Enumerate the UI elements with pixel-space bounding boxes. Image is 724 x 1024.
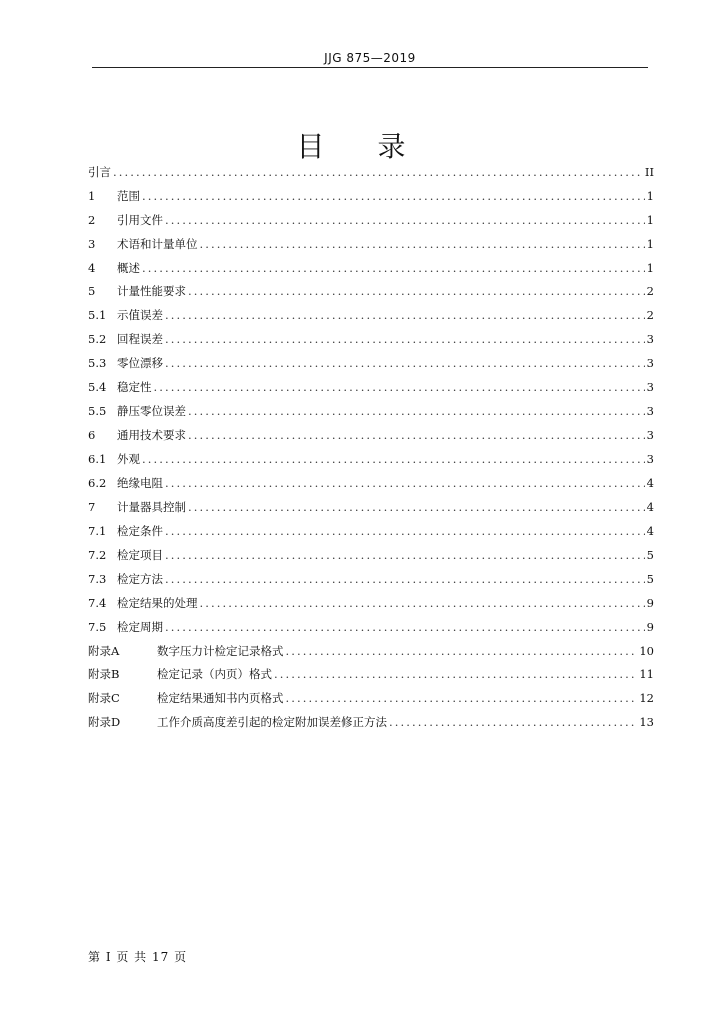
toc-number: 附录C [88,691,120,705]
toc-title: 数字压力计检定记录格式 [157,644,284,658]
toc-entry[interactable] [88,187,654,205]
toc-leader-dots [274,665,637,683]
toc-title: 绝缘电阻 [117,476,163,490]
toc-leader-dots [200,594,645,612]
toc-page-number: 5 [646,548,654,562]
toc-leader-dots [165,522,645,540]
toc-page-number: 3 [646,404,654,418]
toc-number: 附录A [88,644,120,658]
toc-number: 4 [88,261,96,275]
toc-title: 计量性能要求 [117,284,186,298]
toc-title: 零位漂移 [117,356,163,370]
toc-entry[interactable] [88,259,654,277]
toc-entry[interactable] [88,594,654,612]
toc-entry[interactable] [88,426,654,444]
toc-title: 静压零位误差 [117,404,186,418]
toc-page-number: 2 [646,284,654,298]
toc-number: 7.1 [88,524,107,538]
toc-title: 通用技术要求 [117,428,186,442]
toc-leader-dots [165,306,645,324]
toc-page-number: 1 [646,237,654,251]
toc-page-number: 4 [646,500,654,514]
toc-page-number: 3 [646,428,654,442]
toc-page-number: 3 [646,332,654,346]
toc-entry[interactable] [88,522,654,540]
toc-entry[interactable] [88,235,654,253]
toc-number: 7 [88,500,96,514]
toc-page-number: 1 [646,261,654,275]
toc-leader-dots [188,498,645,516]
toc-number: 7.4 [88,596,107,610]
toc-leader-dots [200,235,645,253]
toc-page-number: 3 [646,356,654,370]
toc-entry[interactable] [88,474,654,492]
toc-entry[interactable] [88,330,654,348]
toc-number: 5 [88,284,96,298]
toc-leader-dots [113,163,643,181]
toc-title: 检定结果的处理 [117,596,198,610]
toc-title: 示值误差 [117,308,163,322]
toc-entry[interactable] [88,402,654,420]
toc-entry[interactable] [88,354,654,372]
toc-page-number: 3 [646,380,654,394]
toc-leader-dots [142,450,645,468]
toc-title: 概述 [117,261,140,275]
toc-page-number: 1 [646,213,654,227]
toc-entry[interactable] [88,211,654,229]
toc-page-number: 11 [639,667,654,681]
toc-page-number: 10 [639,644,654,658]
toc-entry[interactable] [88,570,654,588]
header-rule [92,67,648,68]
toc-title: 计量器具控制 [117,500,186,514]
toc-page-number: 4 [646,476,654,490]
toc-number: 1 [88,189,96,203]
toc-entry[interactable] [88,498,654,516]
toc-leader-dots [165,474,645,492]
toc-page-number: 13 [639,715,654,729]
toc-leader-dots [154,378,645,396]
toc-leader-dots [188,426,645,444]
toc-number: 附录D [88,715,121,729]
toc-number: 3 [88,237,96,251]
toc-number: 5.2 [88,332,107,346]
toc-title: 引言 [88,165,111,179]
toc-number: 7.5 [88,620,107,634]
toc-number: 6.1 [88,452,107,466]
toc-title: 回程误差 [117,332,163,346]
toc-leader-dots [165,546,645,564]
toc-number: 6 [88,428,96,442]
toc-page-number: II [644,165,654,179]
toc-page-number: 4 [646,524,654,538]
toc-number: 7.2 [88,548,107,562]
page-footer: 第 I 页 共 17 页 [88,950,188,964]
toc-page-number: 9 [646,620,654,634]
toc-title: 检定条件 [117,524,163,538]
document-header: JJG 875—2019 [324,51,416,65]
toc-number: 2 [88,213,96,227]
toc-entry[interactable] [88,713,654,731]
toc-title: 引用文件 [117,213,163,227]
toc-leader-dots [389,713,637,731]
toc-page-number: 12 [639,691,654,705]
toc-title: 检定结果通知书内页格式 [157,691,284,705]
toc-title: 外观 [117,452,140,466]
toc-leader-dots [165,211,645,229]
toc-title: 检定方法 [117,572,163,586]
toc-page-number: 3 [646,452,654,466]
toc-leader-dots [165,618,645,636]
toc-entry[interactable] [88,665,654,683]
toc-leader-dots [142,259,645,277]
toc-title: 检定周期 [117,620,163,634]
toc-number: 5.3 [88,356,107,370]
toc-page-number: 5 [646,572,654,586]
toc-leader-dots [165,354,645,372]
toc-number: 附录B [88,667,120,681]
toc-entry[interactable] [88,282,654,300]
toc-title: 稳定性 [117,380,152,394]
toc-entry[interactable] [88,642,654,660]
toc-entry[interactable] [88,450,654,468]
toc-title: 检定项目 [117,548,163,562]
toc-number: 5.1 [88,308,107,322]
toc-page-number: 9 [646,596,654,610]
toc-entry[interactable] [88,163,654,181]
toc-leader-dots [188,402,645,420]
toc-entry[interactable] [88,689,654,707]
toc-entry[interactable] [88,618,654,636]
toc-leader-dots [165,330,645,348]
toc-leader-dots [286,642,638,660]
toc-number: 5.5 [88,404,107,418]
toc-page-number: 2 [646,308,654,322]
toc-leader-dots [142,187,645,205]
toc-entry[interactable] [88,546,654,564]
toc-number: 6.2 [88,476,107,490]
toc-title: 检定记录（内页）格式 [157,667,272,681]
toc-page-number: 1 [646,189,654,203]
toc-number: 7.3 [88,572,107,586]
toc-leader-dots [165,570,645,588]
toc-title: 范围 [117,189,140,203]
toc-entry[interactable] [88,306,654,324]
toc-leader-dots [188,282,645,300]
toc-leader-dots [286,689,638,707]
page-title: 目 录 [296,130,428,163]
toc-title: 术语和计量单位 [117,237,198,251]
toc-entry[interactable] [88,378,654,396]
toc-title: 工作介质高度差引起的检定附加误差修正方法 [157,715,387,729]
toc-number: 5.4 [88,380,107,394]
